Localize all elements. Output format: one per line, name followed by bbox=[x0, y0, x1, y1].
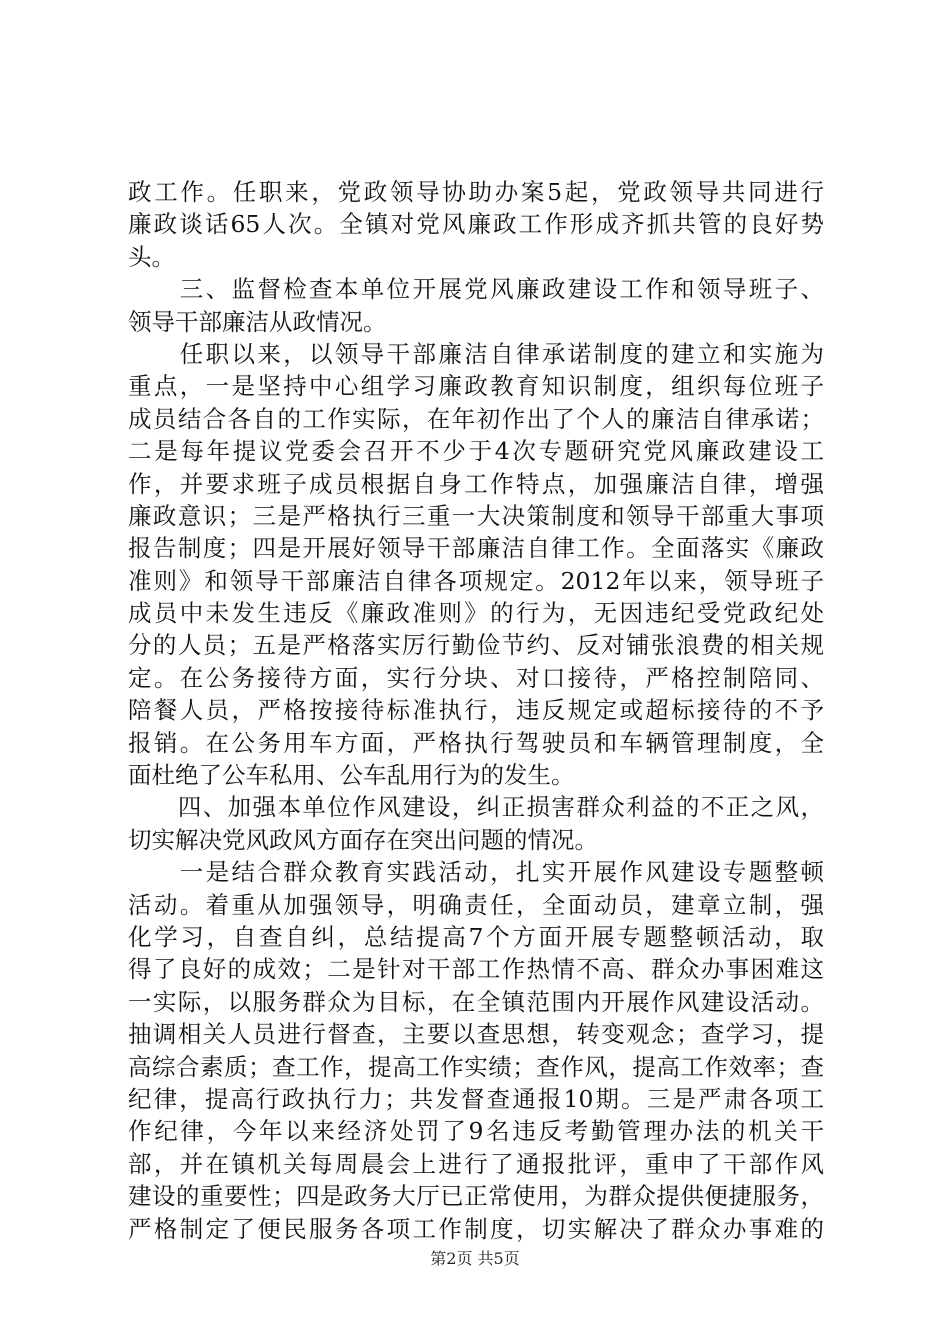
text-line: 准则》和领导干部廉洁自律各项规定。2012年以来，领导班子 bbox=[128, 566, 824, 595]
body-text bbox=[128, 176, 824, 1245]
text-line: 一是结合群众教育实践活动，扎实开展作风建设专题整顿 bbox=[128, 858, 824, 887]
text-line: 廉政意识；三是严格执行三重一大决策制度和领导干部重大事项 bbox=[128, 501, 824, 530]
text-line: 重点，一是坚持中心组学习廉政教育知识制度，组织每位班子 bbox=[128, 372, 824, 401]
text-line: 二是每年提议党委会召开不少于4次专题研究党风廉政建设工 bbox=[128, 437, 824, 466]
text-line: 化学习，自查自纠，总结提高7个方面开展专题整顿活动，取 bbox=[128, 922, 824, 951]
text-line: 成员结合各自的工作实际，在年初作出了个人的廉洁自律承诺； bbox=[128, 404, 824, 433]
text-line: 政工作。任职来，党政领导协助办案5起，党政领导共同进行 bbox=[128, 178, 824, 206]
text-line: 活动。着重从加强领导，明确责任，全面动员，建章立制，强 bbox=[128, 890, 824, 919]
text-line: 切实解决党风政风方面存在突出问题的情况。 bbox=[128, 825, 598, 854]
text-line: 纪律，提高行政执行力；共发督查通报10期。三是严肃各项工 bbox=[128, 1084, 824, 1113]
text-line: 头。 bbox=[128, 242, 175, 271]
text-line: 建设的重要性；四是政务大厅已正常使用，为群众提供便捷服务， bbox=[128, 1182, 824, 1211]
text-line: 领导干部廉洁从政情况。 bbox=[128, 307, 387, 336]
text-line: 任职以来，以领导干部廉洁自律承诺制度的建立和实施为 bbox=[128, 339, 824, 368]
page-footer: 第2页 共5页 bbox=[430, 1249, 520, 1268]
text-line: 部，并在镇机关每周晨会上进行了通报批评，重申了干部作风 bbox=[128, 1149, 824, 1178]
text-line: 一实际，以服务群众为目标，在全镇范围内开展作风建设活动。 bbox=[128, 987, 824, 1016]
text-line: 成员中未发生违反《廉政准则》的行为，无因违纪受党政纪处 bbox=[128, 599, 824, 628]
text-line: 高综合素质；查工作，提高工作实绩；查作风，提高工作效率；查 bbox=[128, 1052, 824, 1081]
text-line: 作，并要求班子成员根据自身工作特点，加强廉洁自律，增强 bbox=[128, 469, 824, 498]
text-line: 得了良好的成效；二是针对干部工作热情不高、群众办事困难这 bbox=[128, 955, 824, 984]
text-line: 抽调相关人员进行督查，主要以查思想，转变观念；查学习，提 bbox=[128, 1020, 824, 1049]
text-line: 分的人员；五是严格落实厉行勤俭节约、反对铺张浪费的相关规 bbox=[128, 631, 824, 660]
text-line: 报销。在公务用车方面，严格执行驾驶员和车辆管理制度，全 bbox=[128, 728, 824, 757]
text-line: 严格制定了便民服务各项工作制度，切实解决了群众办事难的 bbox=[128, 1214, 824, 1243]
text-line: 报告制度；四是开展好领导干部廉洁自律工作。全面落实《廉政 bbox=[128, 534, 824, 563]
text-line: 三、监督检查本单位开展党风廉政建设工作和领导班子、 bbox=[128, 275, 824, 304]
text-line: 陪餐人员，严格按接待标准执行，违反规定或超标接待的不予 bbox=[128, 696, 824, 725]
text-line: 作纪律，今年以来经济处罚了9名违反考勤管理办法的机关干 bbox=[128, 1117, 824, 1146]
text-line: 四、加强本单位作风建设，纠正损害群众利益的不正之风， bbox=[128, 793, 824, 822]
text-line: 面杜绝了公车私用、公车乱用行为的发生。 bbox=[128, 761, 575, 790]
text-line: 定。在公务接待方面，实行分块、对口接待，严格控制陪同、 bbox=[128, 663, 824, 692]
text-line: 廉政谈话65人次。全镇对党风廉政工作形成齐抓共管的良好势 bbox=[128, 210, 824, 239]
